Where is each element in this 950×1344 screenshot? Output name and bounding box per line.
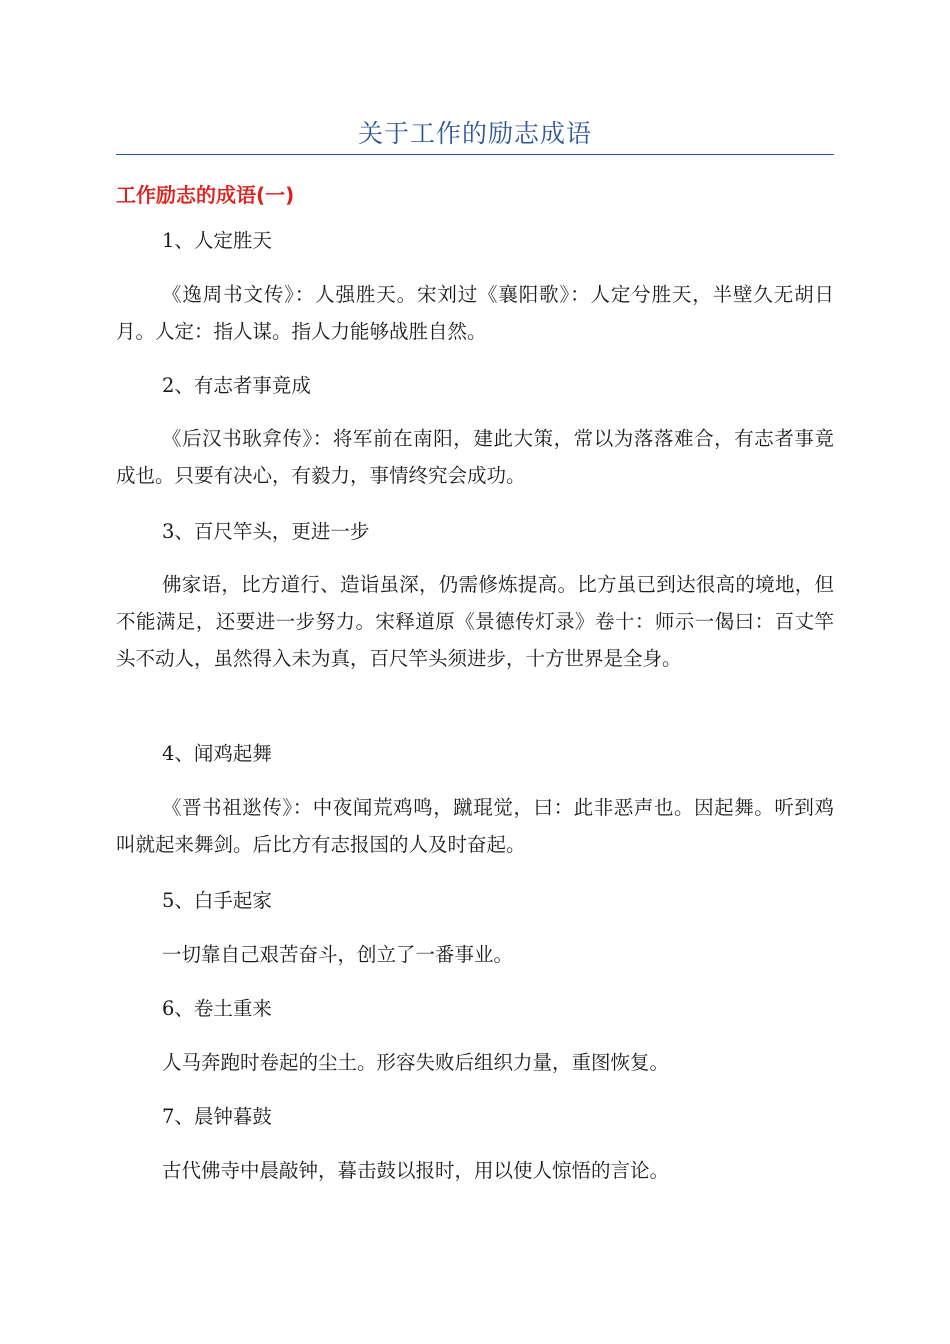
entry-heading-1: 1、人定胜天: [162, 229, 272, 252]
entry-body-6: 人马奔跑时卷起的尘土。形容失败后组织力量，重图恢复。: [162, 1051, 670, 1074]
document-title: 关于工作的励志成语: [357, 119, 592, 148]
section-heading: 工作励志的成语(一): [116, 183, 295, 207]
entry-body-7: 古代佛寺中晨敲钟，暮击鼓以报时，用以使人惊悟的言论。: [162, 1159, 670, 1182]
entry-body-4: 《晋书祖逖传》：中夜闻荒鸡鸣，蹴琨觉，曰：此非恶声也。因起舞。听到鸡叫就起来舞剑。后比方有志报国的人及时奋起。: [116, 796, 834, 856]
entry-body-1: 《逸周书文传》：人强胜天。宋刘过《襄阳歌》：人定兮胜天，半壁久无胡日月。人定：指人谋。指人力能够战胜自然。: [116, 283, 834, 343]
entry-heading-2: 2、有志者事竟成: [162, 374, 311, 397]
entry-body-2: 《后汉书耿弇传》：将军前在南阳，建此大策，常以为落落难合，有志者事竟成也。只要有决心，有毅力，事情终究会成功。: [116, 427, 834, 487]
entry-body-5: 一切靠自己艰苦奋斗，创立了一番事业。: [162, 943, 514, 966]
entry-body-3: 佛家语，比方道行、造诣虽深，仍需修炼提高。比方虽已到达很高的境地，但不能满足，还要进一步努力。宋释道原《景德传灯录》卷十：师示一偈曰：百丈竿头不动人，虽然得入未为真，百尺竿头须进步，十方世界是全身。: [116, 573, 834, 670]
entry-heading-7: 7、晨钟暮鼓: [162, 1105, 272, 1128]
entry-heading-4: 4、闻鸡起舞: [162, 742, 272, 765]
title-divider: [116, 154, 834, 155]
entry-heading-3: 3、百尺竿头，更进一步: [162, 520, 370, 543]
entry-heading-5: 5、白手起家: [162, 889, 272, 912]
entry-heading-6: 6、卷土重来: [162, 997, 272, 1020]
